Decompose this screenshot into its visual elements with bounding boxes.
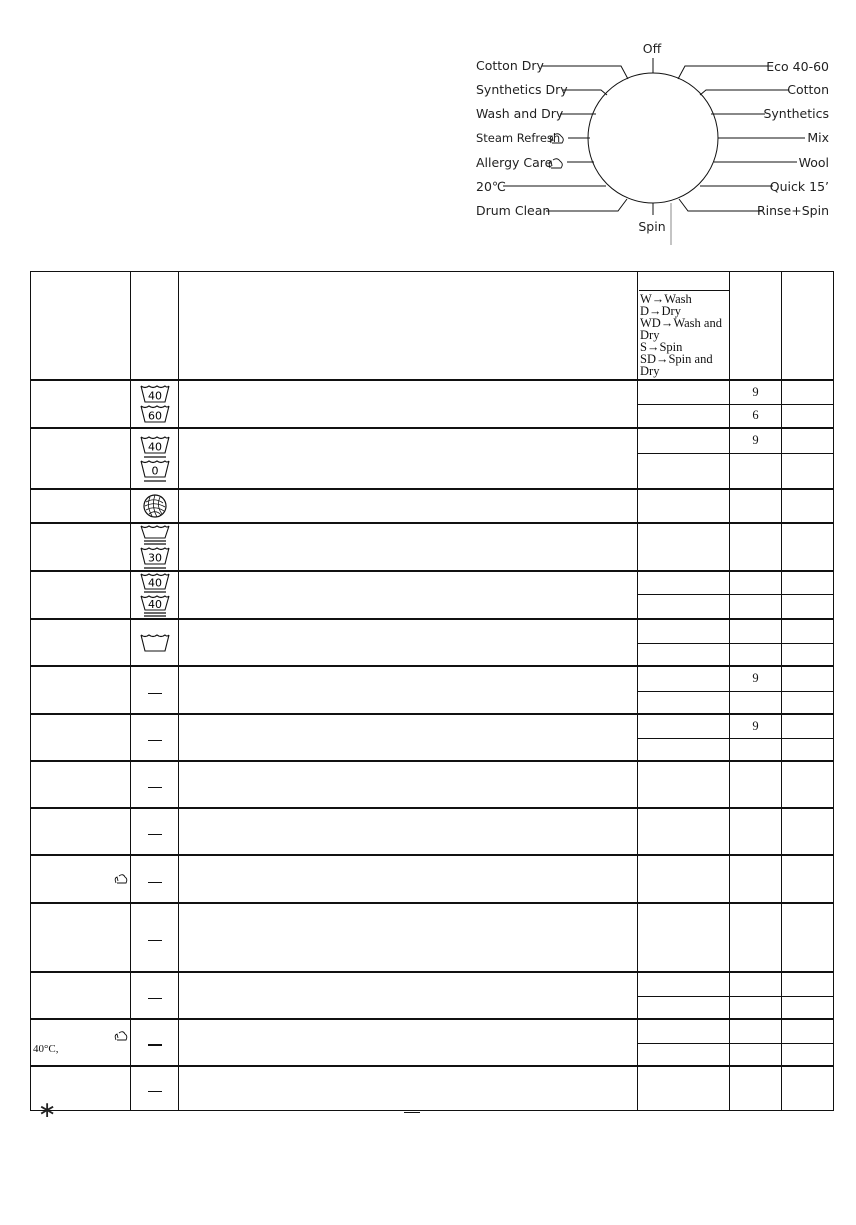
extra-cell (782, 738, 834, 761)
mode-cell (638, 691, 730, 714)
mode-cell (638, 1019, 730, 1043)
svg-text:30: 30 (147, 551, 162, 565)
description-cell (179, 571, 638, 619)
capacity-cell (730, 1019, 782, 1043)
mode-cell (638, 1043, 730, 1066)
mode-legend-item: SD→Spin and Dry (640, 352, 713, 378)
program-name-cell (31, 489, 131, 523)
dial-label-20c[interactable]: 20℃ (476, 179, 506, 194)
extra-cell (782, 380, 834, 404)
mode-cell (638, 666, 730, 691)
mode-legend-item: W→Wash (640, 292, 692, 306)
table-row (31, 972, 834, 996)
description-cell (179, 903, 638, 972)
wash-40-double-bar-icon (140, 594, 170, 618)
capacity-cell (730, 619, 782, 643)
extra-cell (782, 808, 834, 855)
table-row (31, 619, 834, 643)
header-cell-care-label (131, 272, 179, 381)
extra-cell (782, 855, 834, 903)
extra-cell (782, 619, 834, 643)
extra-cell (782, 1066, 834, 1110)
dial-label-rinse-spin[interactable]: Rinse+Spin (756, 203, 829, 218)
program-name-cell (31, 714, 131, 761)
table-row (31, 380, 834, 404)
extra-cell (782, 453, 834, 489)
capacity-cell (730, 1066, 782, 1110)
program-name-cell (31, 666, 131, 714)
table-row (31, 666, 834, 691)
capacity-cell (730, 972, 782, 996)
svg-text:40: 40 (147, 440, 162, 453)
program-name-cell (31, 428, 131, 489)
care-label-cell (131, 666, 179, 714)
dash-icon (148, 940, 162, 941)
svg-text:60: 60 (147, 409, 162, 423)
capacity-cell (730, 453, 782, 489)
extra-cell (782, 489, 834, 523)
dash-icon (148, 1044, 162, 1046)
care-label-cell (131, 380, 179, 428)
extra-cell (782, 714, 834, 738)
header-cell-capacity (730, 272, 782, 381)
program-name-cell (31, 523, 131, 571)
footnote-asterisk: ∗ (38, 1098, 57, 1123)
svg-text:40: 40 (147, 576, 162, 590)
extra-cell (782, 761, 834, 808)
wash-icon (140, 633, 170, 653)
dial-label-wash-and-dry[interactable]: Wash and Dry (476, 106, 564, 121)
capacity-cell: 9 (730, 380, 782, 404)
capacity-cell: 6 (730, 404, 782, 428)
mode-legend-item: WD→Wash and Dry (640, 316, 722, 342)
description-cell (179, 855, 638, 903)
extra-cell (782, 972, 834, 996)
extra-cell (782, 404, 834, 428)
table-row (31, 808, 834, 855)
program-name-cell (31, 380, 131, 428)
capacity-cell (730, 489, 782, 523)
dash-icon (148, 882, 162, 883)
capacity-cell: 9 (730, 666, 782, 691)
svg-text:0: 0 (151, 464, 158, 477)
mode-cell (638, 808, 730, 855)
table-header-row (31, 272, 834, 381)
extra-cell (782, 523, 834, 571)
mode-cell (638, 489, 730, 523)
mode-cell (638, 903, 730, 972)
care-label-cell (131, 808, 179, 855)
capacity-cell (730, 808, 782, 855)
description-cell (179, 666, 638, 714)
header-cell-extra (782, 272, 834, 381)
table-row (31, 1019, 834, 1043)
care-label-cell (131, 1066, 179, 1110)
mode-cell (638, 855, 730, 903)
footnote-dash-icon (404, 1112, 420, 1113)
mode-cell (638, 996, 730, 1019)
extra-cell (782, 1019, 834, 1043)
table-row (31, 761, 834, 808)
wash-60-icon (140, 404, 170, 424)
mode-cell (638, 453, 730, 489)
mode-cell (638, 972, 730, 996)
care-label-cell (131, 1019, 179, 1066)
mode-cell (638, 714, 730, 738)
capacity-cell (730, 738, 782, 761)
table-row (31, 489, 834, 523)
mode-cell (638, 428, 730, 453)
dial-label-steam-refresh[interactable]: Steam Refresh (476, 131, 561, 145)
mode-cell (638, 380, 730, 404)
description-cell (179, 761, 638, 808)
care-label-cell (131, 714, 179, 761)
wash-40-bar-icon (140, 435, 170, 459)
description-cell (179, 489, 638, 523)
table-row (31, 523, 834, 571)
program-name-cell (31, 808, 131, 855)
steam-icon (114, 1029, 128, 1041)
program-name-cell (31, 1019, 131, 1066)
table-row (31, 903, 834, 972)
description-cell (179, 714, 638, 761)
extra-cell (782, 903, 834, 972)
mode-cell (638, 594, 730, 619)
capacity-cell (730, 996, 782, 1019)
wash-double-bar-icon (140, 524, 170, 546)
description-cell (179, 1019, 638, 1066)
dial-label-off[interactable]: Off (642, 41, 662, 56)
care-label-cell (131, 523, 179, 571)
wash-40-icon (140, 384, 170, 404)
dash-icon (148, 787, 162, 788)
care-label-cell (131, 761, 179, 808)
capacity-cell: 9 (730, 714, 782, 738)
wash-30-bar-icon (140, 546, 170, 570)
care-label-cell (131, 972, 179, 1019)
dial-label-eco-40-60[interactable]: Eco 40-60 (766, 59, 829, 74)
table-row (31, 1066, 834, 1110)
steam-icon (114, 872, 128, 884)
capacity-cell (730, 523, 782, 571)
care-label-cell (131, 489, 179, 523)
description-cell (179, 380, 638, 428)
description-cell (179, 1066, 638, 1110)
extra-cell (782, 996, 834, 1019)
program-name-cell (31, 619, 131, 666)
wash-0-bar-icon (140, 459, 170, 483)
capacity-cell (730, 855, 782, 903)
dial-label-mix[interactable]: Mix (807, 130, 829, 145)
mode-cell (638, 619, 730, 643)
description-cell (179, 619, 638, 666)
table-row (31, 571, 834, 594)
header-cell-description (179, 272, 638, 381)
mode-cell (638, 761, 730, 808)
description-cell (179, 523, 638, 571)
dial-label-synthetics-dry[interactable]: Synthetics Dry (476, 82, 568, 97)
dial-label-cotton[interactable]: Cotton (787, 82, 829, 97)
dial-label-wool[interactable]: Wool (798, 155, 829, 170)
program-name-cell (31, 571, 131, 619)
header-cell-mode (638, 272, 730, 381)
dash-icon (148, 740, 162, 741)
table-row (31, 428, 834, 453)
dash-icon (148, 998, 162, 999)
extra-cell (782, 1043, 834, 1066)
program-knob[interactable] (588, 73, 718, 203)
capacity-cell (730, 903, 782, 972)
capacity-cell (730, 571, 782, 594)
mode-cell (638, 1066, 730, 1110)
care-label-cell (131, 619, 179, 666)
care-label-cell (131, 903, 179, 972)
mode-cell (638, 404, 730, 428)
allergy-temp-note: 40°C, (33, 1043, 59, 1055)
extra-cell (782, 691, 834, 714)
dial-label-drum-clean[interactable]: Drum Clean (476, 203, 551, 218)
care-label-cell (131, 855, 179, 903)
description-cell (179, 972, 638, 1019)
header-cell-program (31, 272, 131, 381)
description-cell (179, 808, 638, 855)
dial-label-synthetics[interactable]: Synthetics (763, 106, 829, 121)
program-name-cell (31, 903, 131, 972)
capacity-cell (730, 691, 782, 714)
dial-label-allergy-care[interactable]: Allergy Care (476, 155, 553, 170)
mode-legend-item: S→Spin (640, 340, 683, 354)
wool-skein-icon (142, 493, 168, 519)
dial-label-cotton-dry[interactable]: Cotton Dry (476, 58, 544, 73)
capacity-cell (730, 761, 782, 808)
description-cell (179, 428, 638, 489)
svg-text:40: 40 (147, 598, 162, 611)
dial-label-quick-15[interactable]: Quick 15’ (769, 179, 829, 194)
dash-icon (148, 693, 162, 694)
dash-icon (148, 834, 162, 835)
extra-cell (782, 571, 834, 594)
extra-cell (782, 643, 834, 666)
mode-legend-item: D→Dry (640, 304, 681, 318)
programme-table (30, 271, 834, 1111)
care-label-cell (131, 571, 179, 619)
extra-cell (782, 428, 834, 453)
capacity-cell (730, 1043, 782, 1066)
wash-40-bar-icon (140, 572, 170, 594)
capacity-cell (730, 643, 782, 666)
extra-cell (782, 666, 834, 691)
extra-cell (782, 594, 834, 619)
mode-cell (638, 738, 730, 761)
dash-icon (148, 1091, 162, 1092)
program-name-cell (31, 972, 131, 1019)
table-row (31, 855, 834, 903)
program-name-cell (31, 855, 131, 903)
svg-text:40: 40 (147, 389, 162, 403)
table-row (31, 714, 834, 738)
capacity-cell (730, 594, 782, 619)
care-label-cell (131, 428, 179, 489)
capacity-cell: 9 (730, 428, 782, 453)
mode-cell (638, 643, 730, 666)
program-name-cell (31, 761, 131, 808)
mode-cell (638, 571, 730, 594)
mode-cell (638, 523, 730, 571)
dial-label-spin[interactable]: Spin (638, 219, 666, 234)
program-dial (0, 0, 856, 260)
